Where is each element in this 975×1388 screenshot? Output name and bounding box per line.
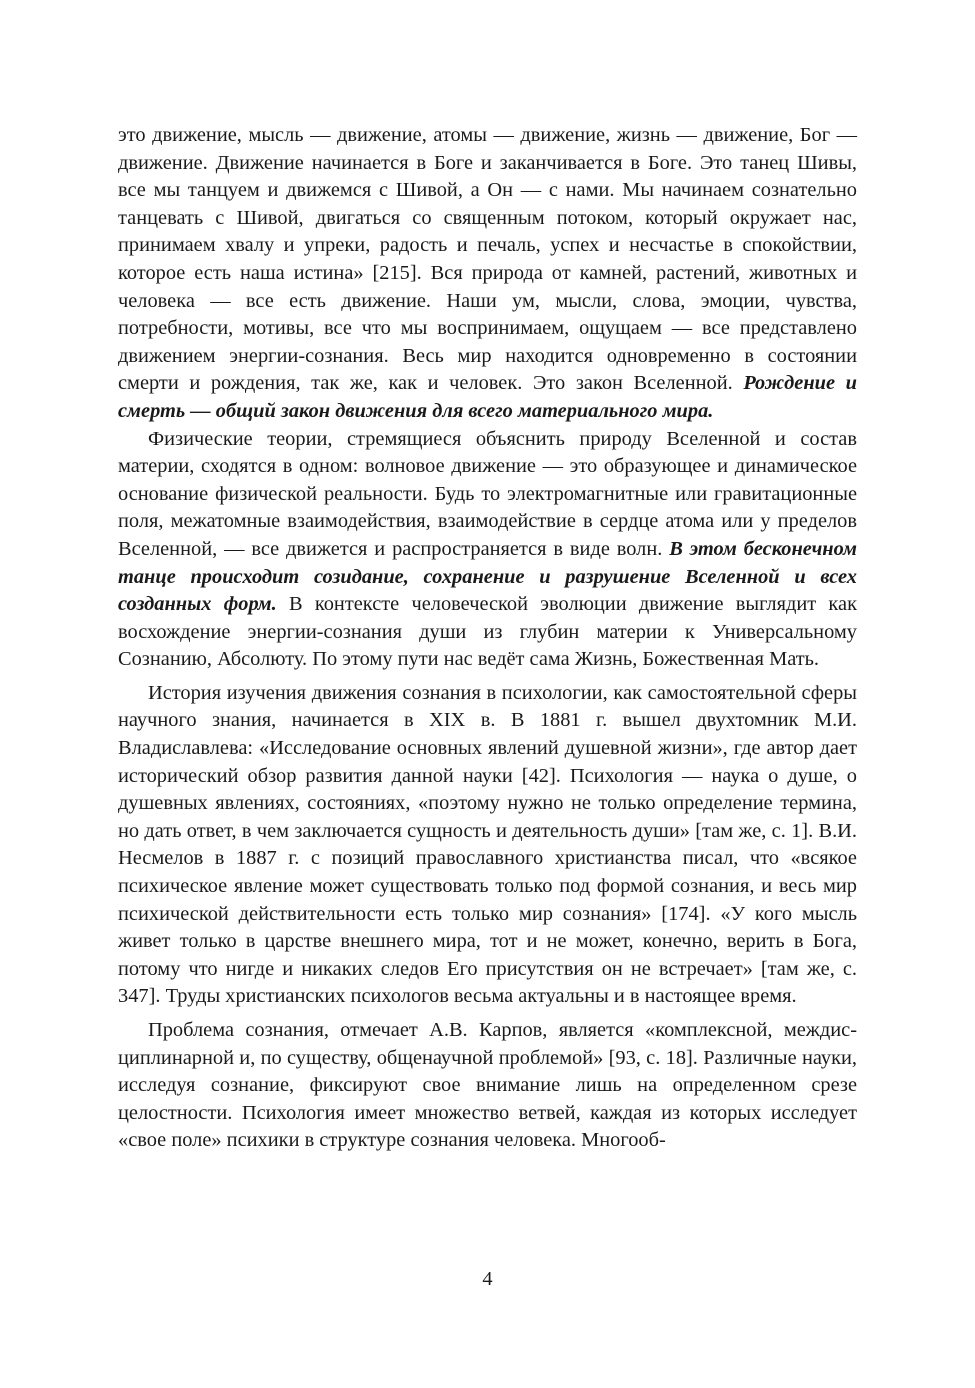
paragraph-4 (118, 1017, 857, 1155)
paragraph-1 (118, 122, 857, 426)
paragraph-4-text: Проблема сознания, отмечает А.В. Карпов, является «комплексной, междисциплинарной и, по существу, общенаучной проблемой» [93, с. 18]. Различные науки, исследуя сознание, фиксируют свое внимание лишь на определенном срезе целостности. Психология имеет множество ветвей, каждая из которых исследует «свое поле» психики в структуре сознания человека. Многооб- (118, 1019, 857, 1152)
main-text-block (118, 122, 857, 1155)
paragraph-3 (118, 680, 857, 1011)
paragraph-1-text: это движение, мысль — движение, атомы — движение, жизнь — движение, Бог — движение. Движение начинается в Боге и заканчивается в Боге. Это танец Шивы, все мы танцуем и движемся с Шивой, а Он — с нами. Мы начинаем сознательно танцевать с Шивой, двигаться со священным потоком, который окружает нас, принимаем хвалу и упреки, радость и печаль, успех и несчастье в спокойствии, которое есть наша истина» [215]. Вся природа от камней, растений, животных и человека — все есть движение. Наши ум, мысли, слова, эмоции, чувства, потребности, мотивы, все что мы воспринимаем, ощущаем — все представлено движением энергии-сознания. Весь мир находится одновременно в состоянии смерти и рождения, так же, как и человек. Это закон Вселенной. (118, 124, 857, 395)
page-number: 4 (482, 1268, 493, 1290)
paragraph-2-emphasis: В этом бесконечном танце происходит созидание, сохранение и разрушение Вселенной и всех созданных форм. (118, 537, 857, 616)
paragraph-3-text: История изучения движения сознания в психологии, как самостоятельной сферы научного знания, начинается в XIX в. В 1881 г. вышел двухтомник М.И. Владиславлева: «Исследование основных явлений душевной жизни», где автор дает исторический обзор развития данной науки [42]. Психология — наука о душе, о душевных явлениях, состояниях, «поэтому нужно не только определение термина, но дать ответ, в чем заключается сущность и деятельность души» [там же, с. 1]. В.И. Несмелов в 1887 г. с позиций православного христианства писал, что «всякое психическое явление может существовать только под формой сознания, и весь мир психической действительности есть только мир сознания» [174]. «У кого мысль живет только в царстве внешнего мира, тот и не может, конечно, верить в Бога, потому что нигде и никаких следов Его присутствия он не встречает» [там же, с. 347]. Труды христианских психологов весьма актуальны и в настоящее время. (118, 681, 857, 1008)
paragraph-2-text-end: В контексте человеческой эволюции движение выглядит как восхождение энергии-сознания души из глубин материи к Универсальному Сознанию, Абсолюту. По этому пути нас ведёт сама Жизнь, Божественная Мать. (118, 593, 857, 671)
paragraph-1-emphasis: Рождение и смерть — общий закон движения для всего материального мира. (118, 372, 857, 422)
paragraph-2-text-start: Физические теории, стремящиеся объяснить природу Вселенной и состав материи, сходятся в одном: волновое движение — это образующее и динамическое основание физической реальности. Будь то электромагнитные или гравитационные поля, межатомные взаимодействия, взаимодействие в сердце атома или у пределов Вселенной, — все движется и распространяется в виде волн. (118, 427, 857, 560)
paragraph-2 (118, 426, 857, 674)
